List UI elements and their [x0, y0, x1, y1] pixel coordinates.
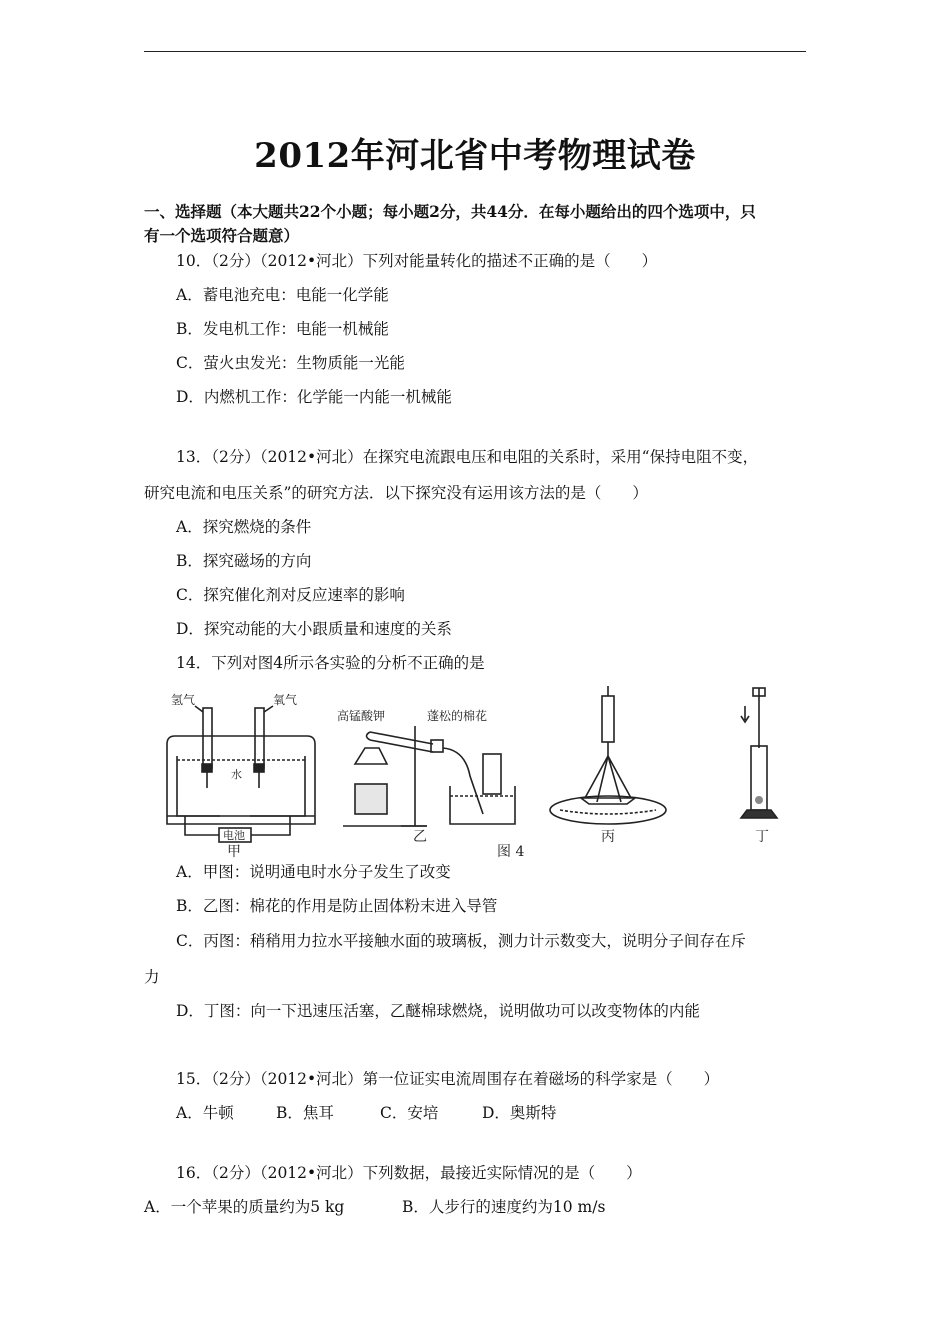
fire-piston-apparatus — [741, 688, 777, 818]
caption-ding: 丁 — [755, 829, 769, 845]
q15-stem: 15．（2分）（2012•河北）第一位证实电流周围存在着磁场的科学家是（ ） — [176, 1070, 720, 1088]
q10-option-c: C．萤火虫发光：生物质能一光能 — [176, 354, 405, 372]
kmno4-apparatus — [343, 726, 515, 826]
q16-option-a: A．一个苹果的质量约为5 kg — [144, 1198, 345, 1216]
q14-option-c: C．丙图：稍稍用力拉水平接触水面的玻璃板，测力计示数变大，说明分子间存在斥 — [176, 932, 746, 950]
q15-option-c: C．安培 — [380, 1104, 439, 1122]
q13-option-d: D．探究动能的大小跟质量和速度的关系 — [176, 620, 452, 638]
label-water: 水 — [231, 768, 242, 781]
q16-stem: 16．（2分）（2012•河北）下列数据，最接近实际情况的是（ ） — [176, 1164, 642, 1182]
q14-option-b: B．乙图：棉花的作用是防止固体粉末进入导管 — [176, 897, 498, 915]
label-battery: 电池 — [223, 829, 245, 842]
header-rule — [144, 51, 806, 52]
q16-option-b: B．人步行的速度约为10 m/s — [402, 1198, 606, 1216]
label-cotton: 蓬松的棉花 — [427, 709, 488, 723]
q15-option-a: A．牛顿 — [176, 1104, 234, 1122]
label-o2: 氧气 — [273, 693, 298, 707]
q15-option-b: B．焦耳 — [276, 1104, 334, 1122]
q10-option-d: D．内燃机工作：化学能一内能一机械能 — [176, 388, 452, 406]
section-heading-line1: 一、选择题（本大题共22个小题；每小题2分，共44分．在每小题给出的四个选项中，只 — [144, 202, 756, 221]
q14-option-c-continued: 力 — [144, 968, 160, 986]
label-h2: 氢气 — [171, 693, 196, 707]
section-heading-line2: 有一个选项符合题意） — [144, 226, 300, 245]
q10-option-b: B．发电机工作：电能一机械能 — [176, 320, 389, 338]
q13-option-a: A．探究燃烧的条件 — [176, 518, 312, 536]
q13-stem-line2: 研究电流和电压关系”的研究方法．以下探究没有运用该方法的是（ ） — [144, 484, 648, 502]
q13-option-b: B．探究磁场的方向 — [176, 552, 312, 570]
spring-balance-apparatus — [550, 686, 666, 824]
q14-stem: 14．下列对图4所示各实验的分析不正确的是 — [176, 654, 485, 672]
caption-jia: 甲 — [227, 844, 241, 858]
q15-option-d: D．奥斯特 — [482, 1104, 557, 1122]
q14-option-d: D．丁图：向一下迅速压活塞，乙醚棉球燃烧，说明做功可以改变物体的内能 — [176, 1002, 700, 1020]
q14-option-a: A．甲图：说明通电时水分子发生了改变 — [176, 863, 451, 881]
figure-4 — [165, 686, 785, 858]
q10-stem: 10．（2分）（2012•河北）下列对能量转化的描述不正确的是（ ） — [176, 252, 658, 270]
q10-option-a: A．蓄电池充电：电能一化学能 — [176, 286, 389, 304]
caption-yi: 乙 — [413, 829, 427, 845]
q13-option-c: C．探究催化剂对反应速率的影响 — [176, 586, 405, 604]
page-title: 2012年河北省中考物理试卷 — [254, 136, 696, 176]
q13-stem-line1: 13．（2分）（2012•河北）在探究电流跟电压和电阻的关系时，采用“保持电阻不变， — [176, 448, 759, 466]
figure-caption: 图 4 — [497, 844, 525, 858]
caption-bing: 丙 — [601, 829, 615, 845]
label-kmno4: 高锰酸钾 — [337, 709, 386, 723]
